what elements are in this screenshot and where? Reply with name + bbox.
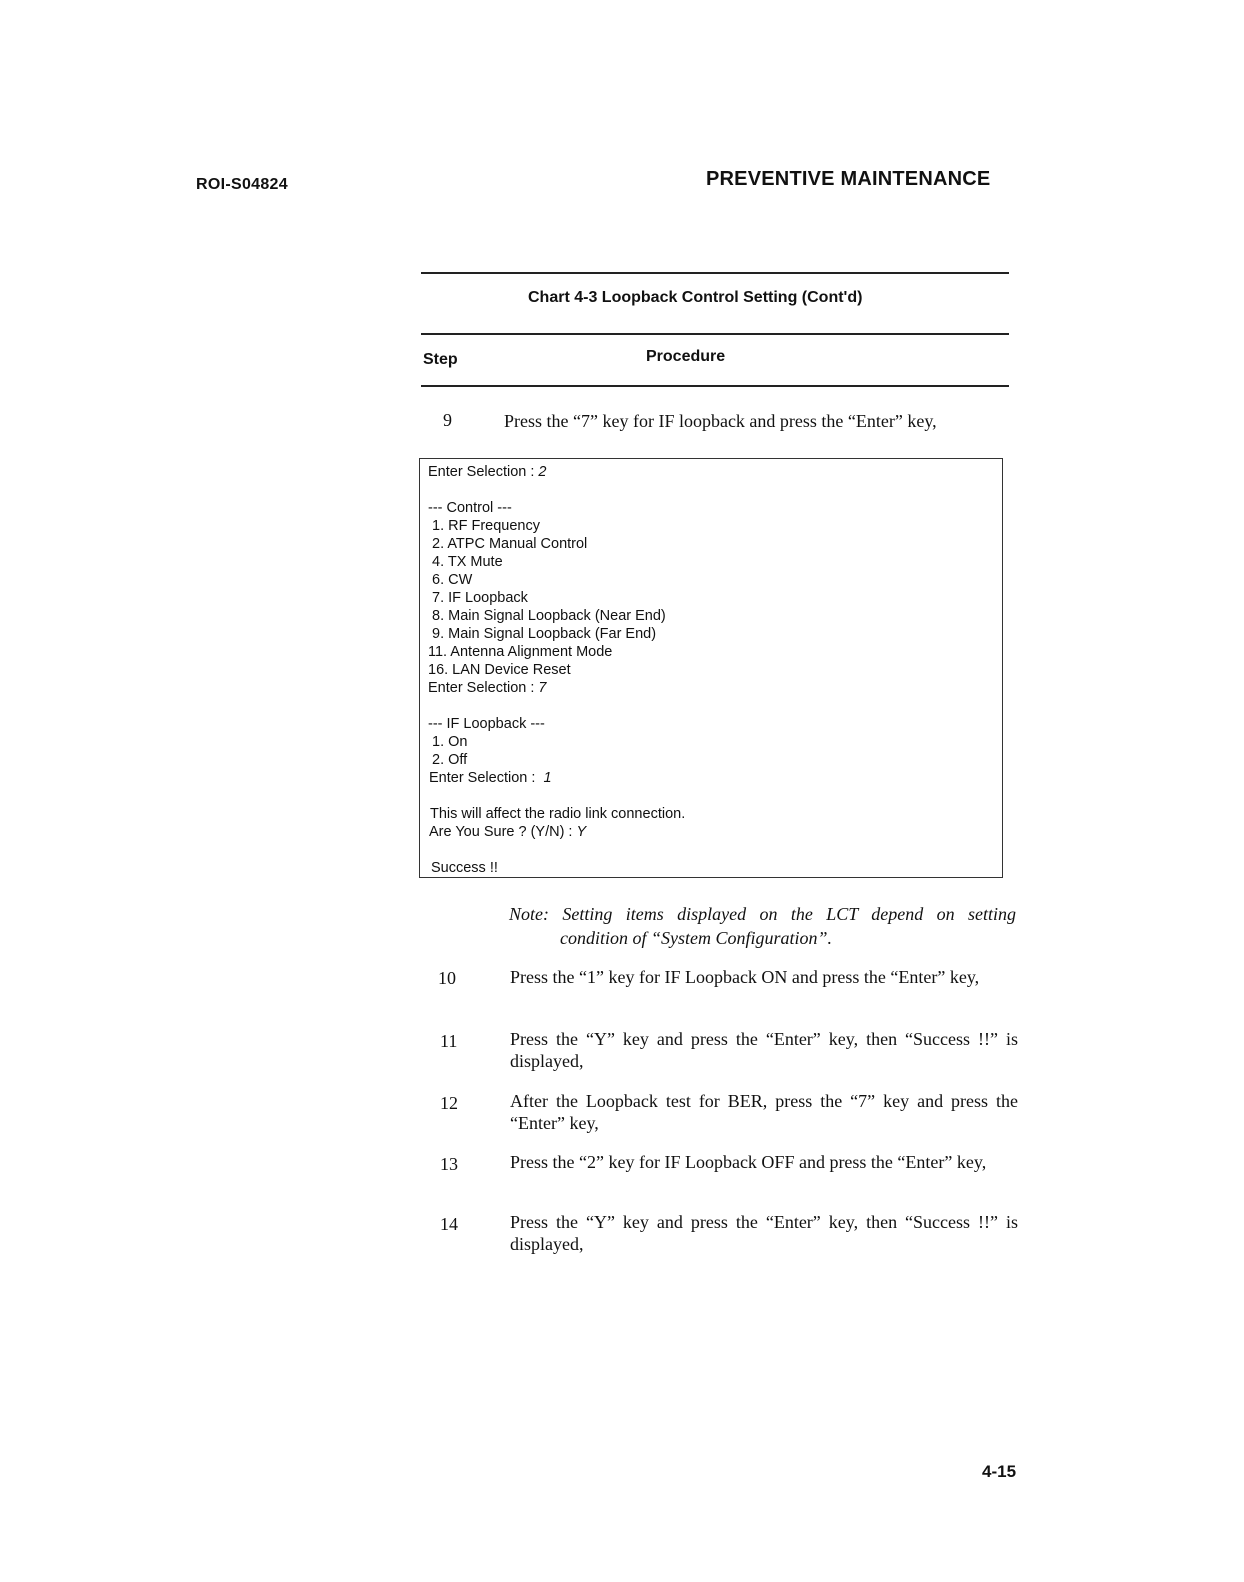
screen-input-value: 1 <box>543 770 552 786</box>
note-line: Note: Setting items displayed on the LCT depend on setting <box>509 904 1016 924</box>
step-number: 11 <box>440 1031 458 1051</box>
screen-input-value: 7 <box>538 680 547 696</box>
screen-menu-item: 2. Off <box>432 752 468 768</box>
screen-menu-item: 8. Main Signal Loopback (Near End) <box>432 608 666 624</box>
screen-warning: This will affect the radio link connection. <box>430 806 686 822</box>
header-rule <box>421 385 1009 387</box>
screen-menu-item: 1. On <box>432 734 468 750</box>
screen-input-value: Y <box>576 824 587 840</box>
note-line: condition of “System Configuration”. <box>560 928 833 948</box>
column-header-step: Step <box>423 351 458 368</box>
lct-screen <box>419 458 1003 878</box>
step-number: 10 <box>438 968 456 988</box>
screen-line: Enter Selection : 2 <box>428 464 547 480</box>
step-number: 9 <box>443 410 452 430</box>
step-text: Press the “Y” key and press the “Enter” key, then “Success !!” is displayed, <box>510 1029 1018 1071</box>
chart-title: Chart 4-3 Loopback Control Setting (Cont'd) <box>528 289 863 306</box>
step-number: 14 <box>440 1214 458 1234</box>
step-text: Press the “2” key for IF Loopback OFF and press the “Enter” key, <box>510 1152 987 1172</box>
screen-menu-item: 1. RF Frequency <box>432 518 540 534</box>
screen-menu-item: 11. Antenna Alignment Mode <box>428 644 613 660</box>
screen-menu-item: 4. TX Mute <box>432 554 503 570</box>
screen-line: Enter Selection : 1 <box>429 770 552 786</box>
screen-input-value: 2 <box>538 464 547 480</box>
screen-line: Enter Selection : 7 <box>428 680 547 696</box>
screen-section-header: --- IF Loopback --- <box>428 716 545 732</box>
screen-menu-item: 7. IF Loopback <box>432 590 528 606</box>
step-text: Press the “Y” key and press the “Enter” key, then “Success !!” is displayed, <box>510 1212 1018 1254</box>
step-number: 13 <box>440 1154 458 1174</box>
screen-result: Success !! <box>431 860 498 876</box>
section-title: PREVENTIVE MAINTENANCE <box>706 168 991 190</box>
doc-id: ROI-S04824 <box>196 176 288 193</box>
screen-line: Are You Sure ? (Y/N) : Y <box>429 824 587 840</box>
screen-menu-item: 16. LAN Device Reset <box>428 662 571 678</box>
screen-menu-item: 6. CW <box>432 572 473 588</box>
screen-section-header: --- Control --- <box>428 500 512 516</box>
column-header-procedure: Procedure <box>646 348 726 365</box>
page-number: 4-15 <box>982 1462 1017 1481</box>
step-number: 12 <box>440 1093 458 1113</box>
step-text: Press the “1” key for IF Loopback ON and press the “Enter” key, <box>510 967 980 987</box>
step-text: After the Loopback test for BER, press the “7” key and press the “Enter” key, <box>510 1091 1018 1133</box>
step-text: Press the “7” key for IF loopback and press the “Enter” key, <box>504 411 937 431</box>
screen-menu-item: 2. ATPC Manual Control <box>432 536 588 552</box>
top-rule <box>421 272 1009 274</box>
note <box>509 902 1016 950</box>
screen-menu-item: 9. Main Signal Loopback (Far End) <box>432 626 657 642</box>
title-rule <box>421 333 1009 335</box>
